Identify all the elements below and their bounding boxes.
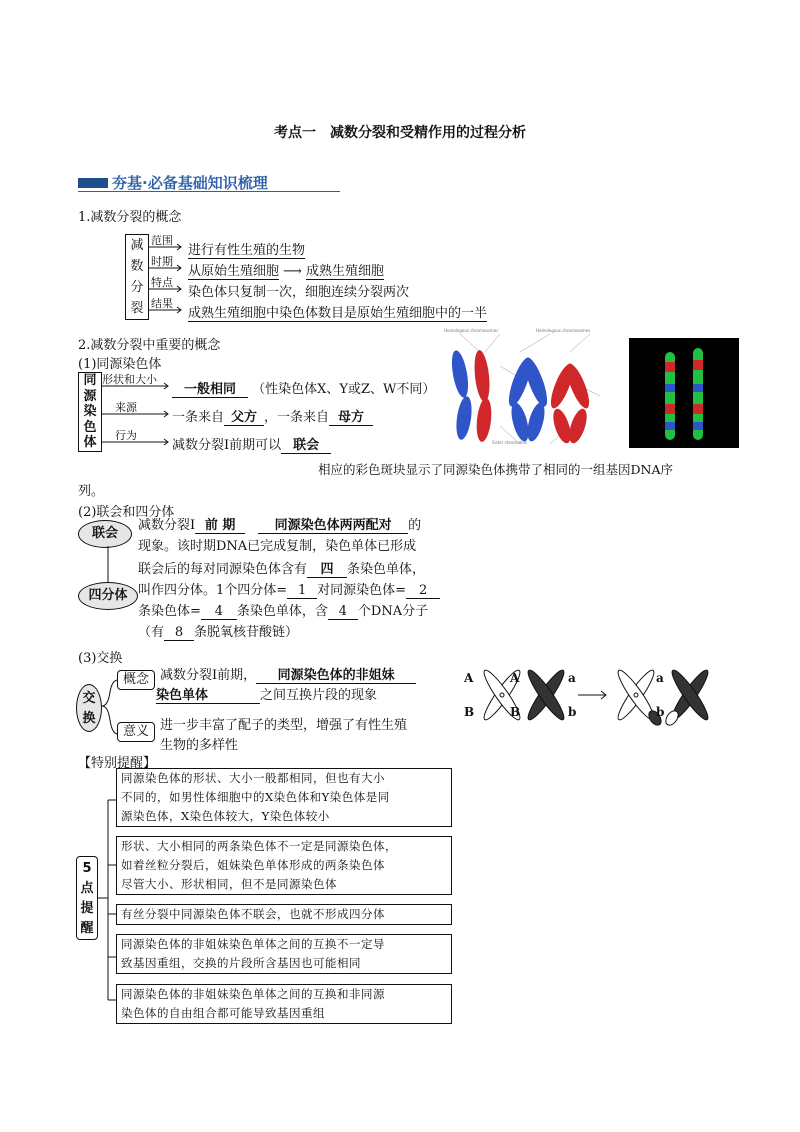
blank-one: 1 <box>287 583 317 599</box>
significance-line1: 进一步丰富了配子的类型，增强了有性生殖 <box>160 718 408 733</box>
sec1-box-char: 裂 <box>130 301 144 316</box>
blank-mother: 母方 <box>329 406 373 426</box>
blank-four-dna: 4 <box>328 604 358 620</box>
crossover-pre: 减数分裂Ⅰ前期， <box>160 668 257 683</box>
tips-connector <box>98 770 118 1020</box>
section-banner <box>78 172 340 194</box>
banner-underline <box>78 191 340 192</box>
blank-prophase: 前 期 <box>195 514 245 534</box>
sec2-sub1: (1)同源染色体 <box>78 357 162 372</box>
tetrad-l3-post: 个DNA分子 <box>357 604 429 619</box>
tetrad-line1 <box>138 558 425 578</box>
crossover-diagram <box>458 660 748 730</box>
homolog-label-behavior: 行为 <box>115 429 137 442</box>
tip-line: 染色体的自由组合都可能导致基因重组 <box>121 1006 325 1020</box>
label-concept: 概念 <box>117 670 155 690</box>
tip-item-2 <box>116 836 452 895</box>
homolog-row-shape <box>172 378 435 398</box>
banner-bar <box>78 178 108 188</box>
sec1-label-feature: 特点 <box>151 276 173 289</box>
homolog-row-source <box>172 406 373 426</box>
tetrad-l1-pre: 联会后的每对同源染色体含有 <box>138 562 308 577</box>
svg-text:Sister chromatids: Sister chromatids <box>492 440 528 445</box>
oval-connector <box>100 546 120 586</box>
tetrad-line3 <box>138 600 428 620</box>
tetrad-l2-mid: 对同源染色体= <box>317 583 407 598</box>
homolog-shape-note: （性染色体X、Y或Z、W不同） <box>252 382 436 397</box>
allele-label: b <box>656 705 665 719</box>
sec1-label-range: 范围 <box>151 234 173 247</box>
oval-tetrad: 四分体 <box>78 582 138 610</box>
sec3-heading: (2)联会和四分体 <box>78 505 175 520</box>
homolog-box-char: 源 <box>83 388 97 404</box>
sec1-result-text: 成熟生殖细胞中染色体数目是原始生殖细胞中的一半 <box>188 302 487 322</box>
tip-line: 形状、大小相同的两条染色体不一定是同源染色体， <box>121 839 397 853</box>
allele-label: B <box>464 705 475 719</box>
blank-nonsister: 同源染色体的非姐妹 <box>256 664 416 684</box>
blank-father: 父方 <box>224 406 264 426</box>
tetrad-l4-pre: （有 <box>138 625 165 640</box>
blank-four-chromatid: 4 <box>201 604 237 620</box>
sec1-feature-text: 染色体只复制一次，细胞连续分裂两次 <box>188 285 410 300</box>
svg-text:Homologous chromosomes: Homologous chromosomes <box>536 328 591 333</box>
blank-eight: 8 <box>164 625 194 641</box>
sec1-period-a: 从原始生殖细胞 <box>188 264 280 279</box>
figure-caption-line1: 相应的彩色斑块显示了同源染色体携带了相同的一组基因DNA序 <box>318 462 673 477</box>
homolog-label-shape: 形状和大小 <box>102 373 157 386</box>
sec1-box-char: 减 <box>130 238 144 253</box>
blank-four: 四 <box>307 558 347 578</box>
homologous-chromosome-illustration <box>440 326 622 450</box>
sec1-period-b: 成熟生殖细胞 <box>305 264 384 279</box>
allele-label: A <box>510 671 520 685</box>
tip-line: 致基因重组，交换的片段所含基因也可能相同 <box>121 956 361 970</box>
label-significance: 意义 <box>117 722 155 742</box>
figure-caption-line2: 列。 <box>78 484 105 499</box>
allele-label: a <box>568 671 576 685</box>
crossover-line2 <box>156 684 377 704</box>
behavior-pre: 减数分裂Ⅰ前期可以 <box>172 438 282 453</box>
blank-two: 2 <box>406 583 440 599</box>
tip-line: 同源染色体的形状、大小一般都相同，但也有大小 <box>121 771 385 785</box>
synapsis-post: 的 <box>408 518 422 533</box>
tetrad-l3-pre: 条染色体= <box>138 604 201 619</box>
tips-side-char: 5 <box>82 861 92 876</box>
significance-line2: 生物的多样性 <box>160 738 239 753</box>
page-title: 考点一 减数分裂和受精作用的过程分析 <box>274 125 526 141</box>
homolog-box-char: 色 <box>83 419 97 435</box>
tip-line: 如着丝粒分裂后，姐妹染色单体形成的两条染色体 <box>121 858 385 872</box>
arrow-icon: ⟶ <box>283 264 302 279</box>
tip-line: 同源染色体的非姐妹染色单体之间的互换不一定导 <box>121 937 385 951</box>
sec1-range-text: 进行有性生殖的生物 <box>188 239 305 259</box>
tetrad-line2 <box>138 579 440 599</box>
tip-line: 尽管大小、形状相同，但不是同源染色体 <box>121 877 337 891</box>
crossover-post: 之间互换片段的现象 <box>260 688 378 703</box>
source-mid: ，一条来自 <box>264 410 330 425</box>
allele-label: A <box>464 671 474 685</box>
sec1-box-char: 数 <box>130 259 144 274</box>
oval-synapsis: 联会 <box>78 520 132 548</box>
homolog-box-char: 同 <box>83 373 97 388</box>
sec4-heading: (3)交换 <box>78 651 123 666</box>
oval-crossover <box>76 684 102 732</box>
tip-line: 有丝分裂中同源染色体不联会，也就不形成四分体 <box>121 907 385 921</box>
oval-crossover-char: 换 <box>82 711 96 726</box>
synapsis-line1 <box>138 514 421 534</box>
tip-item-5 <box>116 984 452 1024</box>
fluorescent-chromosome-photo <box>629 338 739 448</box>
tetrad-line4 <box>138 621 298 641</box>
tetrad-l4-post: 条脱氧核苷酸链） <box>194 625 299 640</box>
homolog-box <box>78 372 102 452</box>
tips-side-char: 醒 <box>80 921 94 936</box>
blank-synapsis: 联会 <box>281 434 331 454</box>
tip-line: 源染色体，X染色体较大，Y染色体较小 <box>121 809 330 823</box>
blank-pairing: 同源染色体两两配对 <box>258 514 408 534</box>
tip-line: 同源染色体的非姐妹染色单体之间的互换和非同源 <box>121 987 385 1001</box>
homolog-box-char: 染 <box>83 404 97 420</box>
crossover-line1 <box>160 664 416 684</box>
sec1-box <box>125 234 149 320</box>
homolog-row-behavior <box>172 434 331 454</box>
allele-label: B <box>510 705 521 719</box>
tetrad-l1-post: 条染色单体， <box>347 562 426 577</box>
sec1-box-char: 分 <box>130 280 144 295</box>
synapsis-line2: 现象。该时期DNA已完成复制，染色单体已形成 <box>138 539 417 554</box>
tip-item-4 <box>116 934 452 974</box>
svg-text:Homologous chromosomes: Homologous chromosomes <box>444 328 499 333</box>
tips-side-box <box>76 856 98 940</box>
allele-label: b <box>568 705 577 719</box>
oval-crossover-char: 交 <box>82 691 96 706</box>
tips-side-char: 提 <box>80 901 94 916</box>
synapsis-pre: 减数分裂Ⅰ <box>138 518 196 533</box>
source-pre: 一条来自 <box>172 410 225 425</box>
banner-text: 夯基·必备基础知识梳理 <box>112 174 268 192</box>
sec2-heading: 2.减数分裂中重要的概念 <box>78 338 221 353</box>
tip-item-3 <box>116 904 452 925</box>
tetrad-l2-pre: 叫作四分体。1个四分体= <box>138 583 288 598</box>
sec1-heading: 1.减数分裂的概念 <box>78 210 182 225</box>
tip-line: 不同的，如男性体细胞中的X染色体和Y染色体是同 <box>121 790 390 804</box>
tips-side-char: 点 <box>80 881 94 896</box>
homolog-box-char: 体 <box>83 435 97 451</box>
blank-chromatid: 染色单体 <box>156 684 260 704</box>
sec1-label-period: 时期 <box>151 255 173 268</box>
tips-heading: 【特别提醒】 <box>78 756 157 771</box>
sec1-period-row <box>188 260 384 279</box>
tip-item-1 <box>116 768 452 827</box>
tetrad-l3-mid: 条染色单体，含 <box>236 604 328 619</box>
sec1-label-result: 结果 <box>151 297 173 310</box>
allele-label: a <box>656 671 664 685</box>
blank-shape: 一般相同 <box>172 378 248 398</box>
homolog-label-source: 来源 <box>115 401 137 414</box>
